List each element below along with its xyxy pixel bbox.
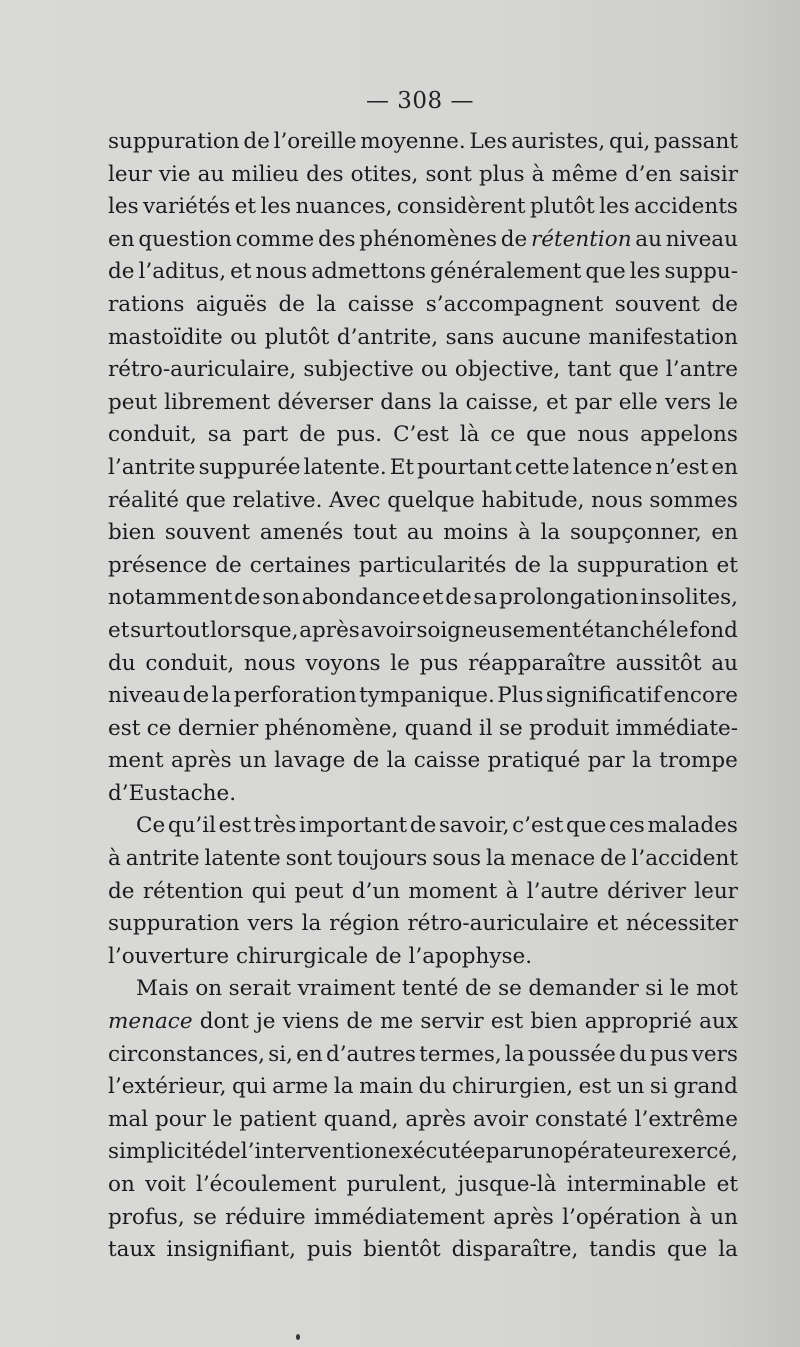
text-line: profus, se réduire immédiatement après l’opération à un <box>108 1204 738 1230</box>
text-line: taux insignifiant, puis bientôt disparaître, tandis que la <box>108 1237 738 1263</box>
text-line: on voit l’écoulement purulent, jusque-là interminable et <box>108 1172 738 1197</box>
text-line: peut librement déverser dans la caisse, et par elle vers le <box>108 389 738 415</box>
text-line: réalité que relative. Avec quelque habitude, nous sommes <box>108 487 738 513</box>
paragraph <box>108 973 738 1266</box>
text-line: l’antrite suppurée latente. Et pourtant cette latence n’est en <box>108 454 738 480</box>
text-line: ment après un lavage de la caisse pratiqué par la trompe <box>108 748 738 774</box>
text-line: simplicité de l’intervention exécutée par un opérateur exercé, <box>108 1139 738 1165</box>
text-line: de rétention qui peut d’un moment à l’autre dériver leur <box>108 878 738 904</box>
text-line: circonstances, si, en d’autres termes, la poussée du pus vers <box>108 1041 738 1067</box>
text-line: est ce dernier phénomène, quand il se produit immédiate- <box>108 715 738 741</box>
text-line: d’Eustache. <box>108 780 237 806</box>
print-speck <box>296 1334 300 1340</box>
text-line: notamment de son abondance et de sa prolongation insolites, <box>108 585 738 611</box>
text-line: menace dont je viens de me servir est bien approprié aux <box>108 1009 738 1035</box>
text-line: à antrite latente sont toujours sous la menace de l’accident <box>108 846 738 872</box>
text-line: Ce qu’il est très important de savoir, c’est que ces malades <box>136 813 738 839</box>
text-line: bien souvent amenés tout au moins à la soupçonner, en <box>108 520 738 546</box>
text-line: du conduit, nous voyons le pus réapparaître aussitôt au <box>108 650 738 676</box>
text-line: de l’aditus, et nous admettons généralement que les suppu- <box>108 259 738 285</box>
paragraph <box>108 126 738 810</box>
text-line: l’extérieur, qui arme la main du chirurgien, est un si grand <box>108 1074 738 1100</box>
text-line: suppuration de l’oreille moyenne. Les auristes, qui, passant <box>108 129 738 154</box>
text-line: Mais on serait vraiment tenté de se demander si le mot <box>136 976 738 1002</box>
page-number: — 308 — <box>365 88 475 114</box>
text-line: niveau de la perforation tympanique. Plus significatif encore <box>108 683 738 709</box>
body-text <box>108 126 738 1267</box>
text-line: en question comme des phénomènes de rétention au niveau <box>108 226 738 252</box>
text-line: rations aiguës de la caisse s’accompagnent souvent de <box>108 291 738 317</box>
text-line: suppuration vers la région rétro-auriculaire et nécessiter <box>108 911 738 937</box>
text-line: les variétés et les nuances, considèrent plutôt les accidents <box>108 194 738 220</box>
text-line: mastoïdite ou plutôt d’antrite, sans aucune manifestation <box>108 324 738 350</box>
text-line: présence de certaines particularités de la suppuration et <box>108 552 738 578</box>
text-line: et surtout lorsque, après avoir soigneusement étanché le fond <box>108 617 738 643</box>
text-line: l’ouverture chirurgicale de l’apophyse. <box>108 943 533 969</box>
text-line: conduit, sa part de pus. C’est là ce que nous appelons <box>108 422 738 448</box>
text-line: mal pour le patient quand, après avoir constaté l’extrême <box>108 1106 738 1132</box>
text-line: rétro-auriculaire, subjective ou objective, tant que l’antre <box>108 357 738 383</box>
text-line: leur vie au milieu des otites, sont plus à même d’en saisir <box>108 161 738 187</box>
paragraph <box>108 810 738 973</box>
